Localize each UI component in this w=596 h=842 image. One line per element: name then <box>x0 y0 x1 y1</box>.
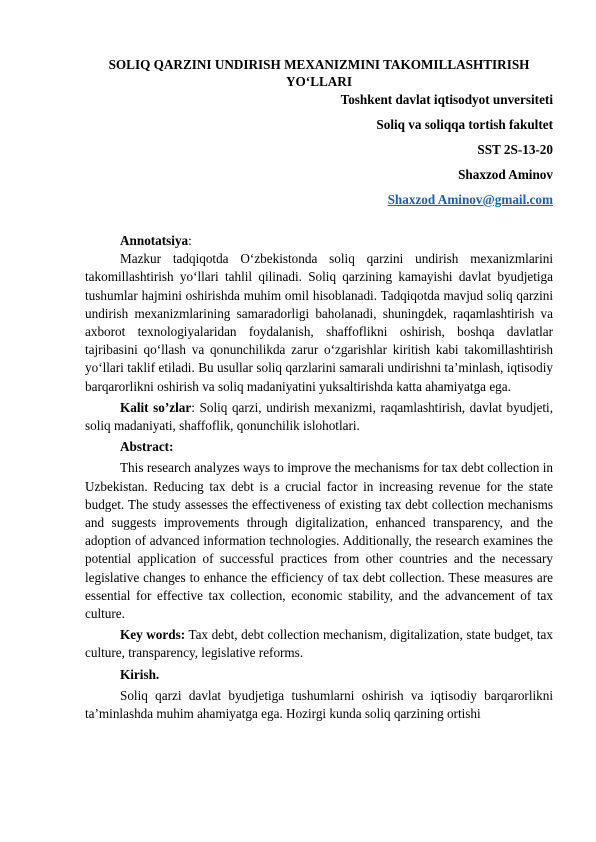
introduction-heading-label: Kirish. <box>120 666 160 682</box>
author-email-line <box>85 192 553 207</box>
keywords-en-text: Tax debt, debt collection mechanism, digitalization, state budget, tax culture, transparency, legislative reforms. <box>85 627 553 661</box>
paper-title: SOLIQ QARZINI UNDIRISH MEXANIZMINI TAKOMILLASHTIRISH YO‘LLARI <box>108 57 530 89</box>
annotation-body: Mazkur tadqiqotda O‘zbekistonda soliq qarzini undirish mexanizmlarini takomillashtirish yo‘llari tahlil qilinadi. Soliq qarzining kamayishi davlat byudjetiga tushumlar hajmini oshirishda muhim omil hisoblanadi. Tadqiqotda mavjud soliq qarzini undirish mexanizmlarining samaradorligi baholanadi, shuningdek, raqamlashtirish va axborot texnologiyalaridan foydalanish, shaffoflikni oshirish, boshqa davlatlar tajribasini qo‘llash va qonunchilikda zarur o‘zgarishlar kiritish kabi takomillashtirish yo‘llari taklif etiladi. Bu usullar soliq qarzlarini samarali undirishni ta’minlash, iqtisodiy barqarorlikni oshirish va soliq madaniyatini yuksaltirishda katta ahamiyatga ega. <box>85 251 553 394</box>
keywords-en-label: Key words: <box>120 627 186 643</box>
keywords-uz-paragraph <box>85 399 553 435</box>
university-name: Toshkent davlat iqtisodyot unversiteti <box>340 92 553 107</box>
author-name: Shaxzod Aminov <box>458 167 553 182</box>
introduction-body: Soliq qarzi davlat byudjetiga tushumlarni oshirish va iqtisodiy barqarorlikni ta’minlashda muhim ahamiyatga ega. Hozirgi kunda soliq qarzining ortishi <box>85 687 553 722</box>
annotation-heading-label: Annotatsiya <box>120 233 189 248</box>
group-code: SST 2S-13-20 <box>477 142 553 157</box>
keywords-uz-label: Kalit so’zlar <box>120 399 192 415</box>
abstract-heading-label: Abstract: <box>120 439 174 455</box>
abstract-heading <box>85 438 553 456</box>
author-email-link[interactable]: Shaxzod Aminov@gmail.com <box>387 192 553 207</box>
abstract-body: This research analyzes ways to improve the mechanisms for tax debt collection in Uzbekistan. Reducing tax debt is a crucial factor in increasing revenue for the state budget. The study assesses the effectiveness of existing tax debt collection mechanisms and suggests improvements through digitalization, enhanced transparency, and the adoption of advanced information technologies. Additionally, the research examines the potential application of successful practices from other countries and the necessary legislative changes to enhance the efficiency of tax debt collection. These measures are essential for effective tax collection, economic stability, and the advancement of tax culture. <box>85 460 553 622</box>
faculty-name: Soliq va soliqqa tortish fakultet <box>376 117 553 132</box>
keywords-uz-separator: : <box>191 399 195 415</box>
introduction-heading <box>85 666 553 684</box>
annotation-heading-colon: : <box>188 233 192 248</box>
keywords-uz-text: Soliq qarzi, undirish mexanizmi, raqamlashtirish, davlat byudjeti, soliq madaniyati, shaffoflik, qonunchilik islohotlari. <box>85 399 554 434</box>
keywords-en-paragraph <box>85 626 553 662</box>
spacer <box>85 207 553 229</box>
annotation-heading <box>85 232 553 250</box>
